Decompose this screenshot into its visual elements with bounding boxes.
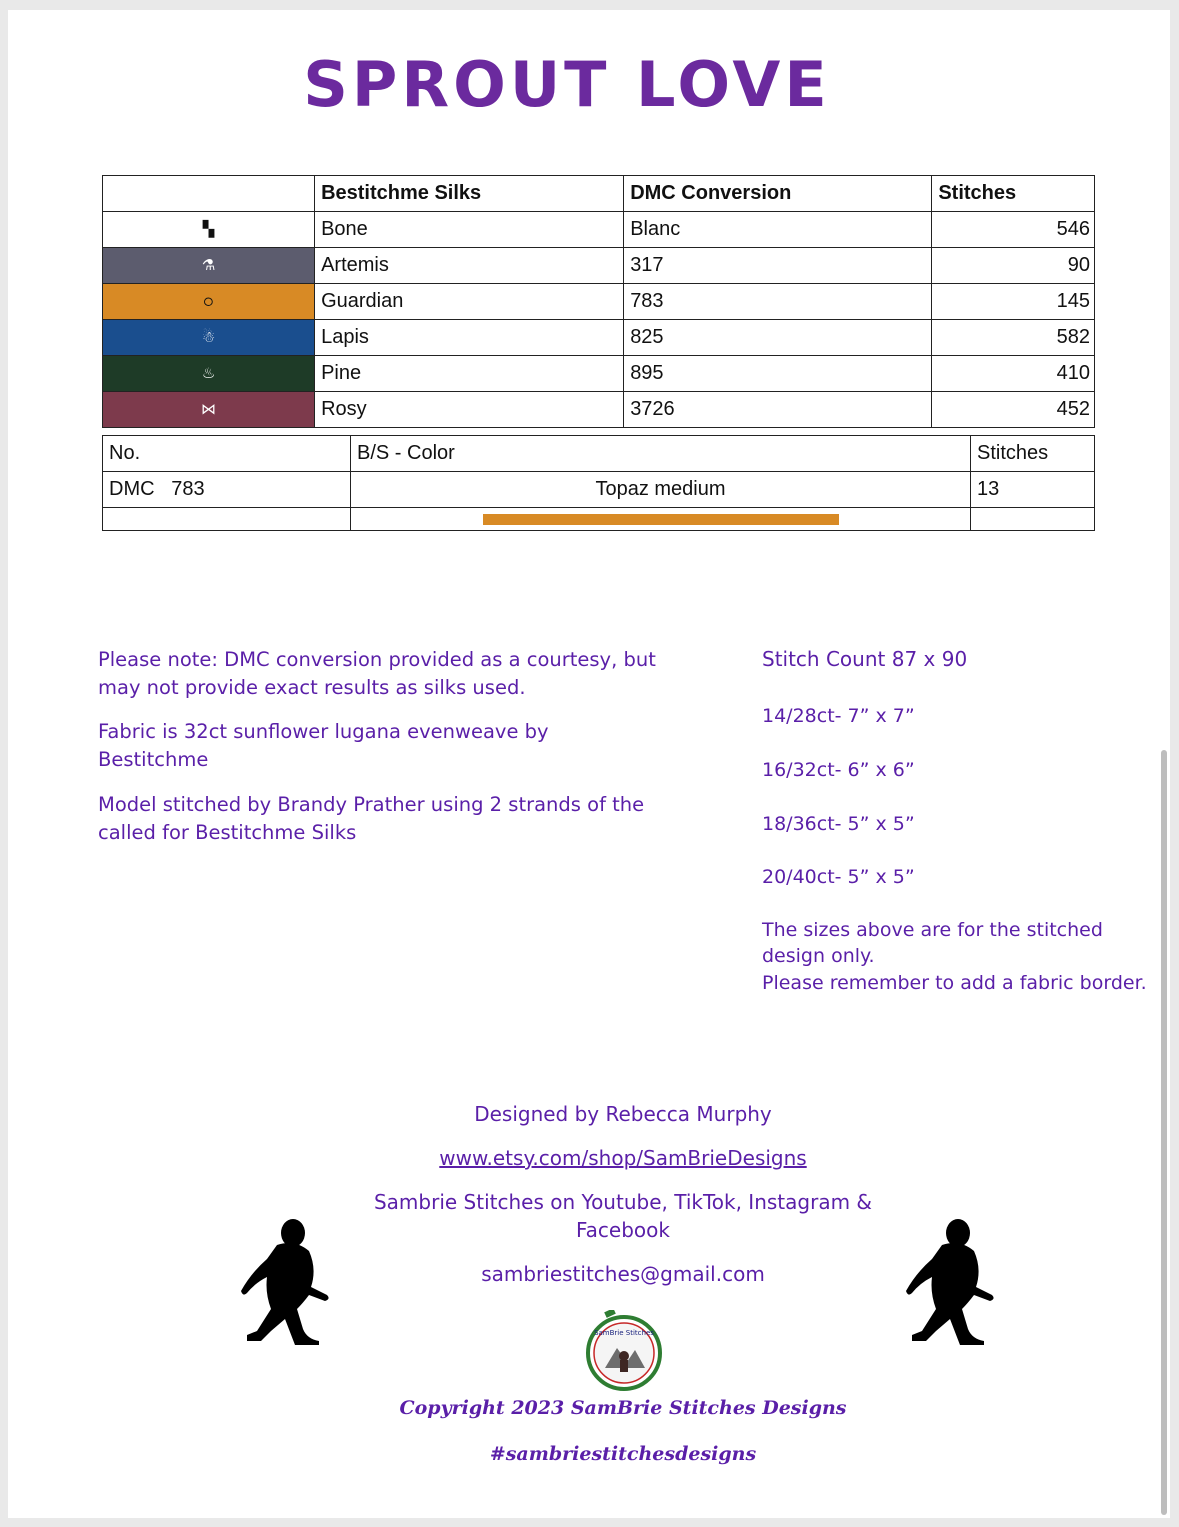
size-16ct: 16/32ct- 6” x 6” [762, 759, 915, 781]
dmc-number: 317 [624, 248, 932, 284]
table-row [103, 320, 1095, 356]
table-row [103, 284, 1095, 320]
stitch-count: Stitch Count 87 x 90 [762, 647, 968, 671]
bigfoot-right-icon [898, 1217, 998, 1347]
social-media-text: Sambrie Stitches on Youtube, TikTok, Instagram & Facebook [373, 1190, 873, 1242]
email-address[interactable]: sambriestitches@gmail.com [481, 1262, 765, 1286]
etsy-link[interactable]: www.etsy.com/shop/SamBrieDesigns [439, 1146, 807, 1170]
stitch-symbol-icon: ⋈ [103, 392, 314, 427]
symbol-cell [103, 356, 315, 392]
dmc-number: 3726 [624, 392, 932, 428]
table-header-row [103, 176, 1095, 212]
color-swatch-bar [483, 514, 839, 525]
table-row [103, 248, 1095, 284]
stitches-header: Stitches [932, 176, 1095, 212]
color-key-table [102, 175, 1095, 428]
swatch-row [103, 508, 1095, 531]
stitch-symbol-icon: ☃ [103, 320, 314, 355]
stitch-symbol-icon: ▚ [103, 212, 314, 247]
copyright-text: Copyright 2023 SamBrie Stitches Designs [399, 1397, 847, 1419]
table-row [103, 472, 1095, 508]
symbol-cell [103, 248, 315, 284]
size-14ct: 14/28ct- 7” x 7” [762, 705, 915, 727]
bead-header-row [103, 436, 1095, 472]
color-name: Topaz medium [351, 472, 971, 508]
silk-name: Rosy [315, 392, 624, 428]
logo-text: SamBrie Stitches [594, 1329, 654, 1337]
stitch-symbol-icon: ⚗ [103, 248, 314, 283]
stitch-symbol-icon: ੦ [103, 284, 314, 319]
dmc-header: DMC Conversion [624, 176, 932, 212]
table-row [103, 392, 1095, 428]
dmc-number: DMC 783 [103, 472, 351, 508]
bigfoot-left-icon [233, 1217, 333, 1347]
stitch-count: 582 [932, 320, 1095, 356]
model-note: Model stitched by Brandy Prather using 2 strands of the called for Bestitchme Silks [98, 793, 645, 844]
table-row [103, 212, 1095, 248]
silk-name: Lapis [315, 320, 624, 356]
stitch-count: 90 [932, 248, 1095, 284]
symbol-cell [103, 392, 315, 428]
dmc-number: 825 [624, 320, 932, 356]
symbol-cell [103, 320, 315, 356]
hashtag-text: #sambriestitchesdesigns [489, 1443, 757, 1465]
sambrie-logo-icon [583, 1310, 665, 1392]
empty-cell [971, 508, 1095, 531]
stitch-count: 546 [932, 212, 1095, 248]
bead-stitch-count: 13 [971, 472, 1095, 508]
silks-header: Bestitchme Silks [315, 176, 624, 212]
size-disclaimer: The sizes above are for the stitched design only. [762, 919, 1103, 967]
no-header: No. [103, 436, 351, 472]
symbol-cell [103, 284, 315, 320]
stitch-count: 145 [932, 284, 1095, 320]
empty-cell [103, 508, 351, 531]
stitch-symbol-icon: ♨ [103, 356, 314, 391]
symbol-header [103, 176, 315, 212]
vertical-scrollbar[interactable] [1161, 750, 1167, 1515]
border-reminder: Please remember to add a fabric border. [762, 972, 1147, 994]
dmc-number: 783 [624, 284, 932, 320]
dmc-number: Blanc [624, 212, 932, 248]
fabric-note: Fabric is 32ct sunflower lugana evenweave by Bestitchme [98, 720, 549, 771]
courtesy-note: Please note: DMC conversion provided as a courtesy, but may not provide exact results as silks used. [98, 648, 656, 699]
size-18ct: 18/36ct- 5” x 5” [762, 813, 915, 835]
dmc-number: 895 [624, 356, 932, 392]
document-page [8, 10, 1170, 1518]
silk-name: Guardian [315, 284, 624, 320]
designer-credit: Designed by Rebecca Murphy [474, 1102, 772, 1126]
table-row [103, 356, 1095, 392]
silk-name: Pine [315, 356, 624, 392]
stitch-count: 452 [932, 392, 1095, 428]
bead-table [102, 435, 1095, 531]
symbol-cell [103, 212, 315, 248]
swatch-cell [351, 508, 971, 531]
silk-name: Bone [315, 212, 624, 248]
stitch-count: 410 [932, 356, 1095, 392]
color-header: B/S - Color [351, 436, 971, 472]
pattern-title: SPROUT LOVE [303, 48, 831, 121]
bead-stitches-header: Stitches [971, 436, 1095, 472]
size-20ct: 20/40ct- 5” x 5” [762, 866, 915, 888]
silk-name: Artemis [315, 248, 624, 284]
